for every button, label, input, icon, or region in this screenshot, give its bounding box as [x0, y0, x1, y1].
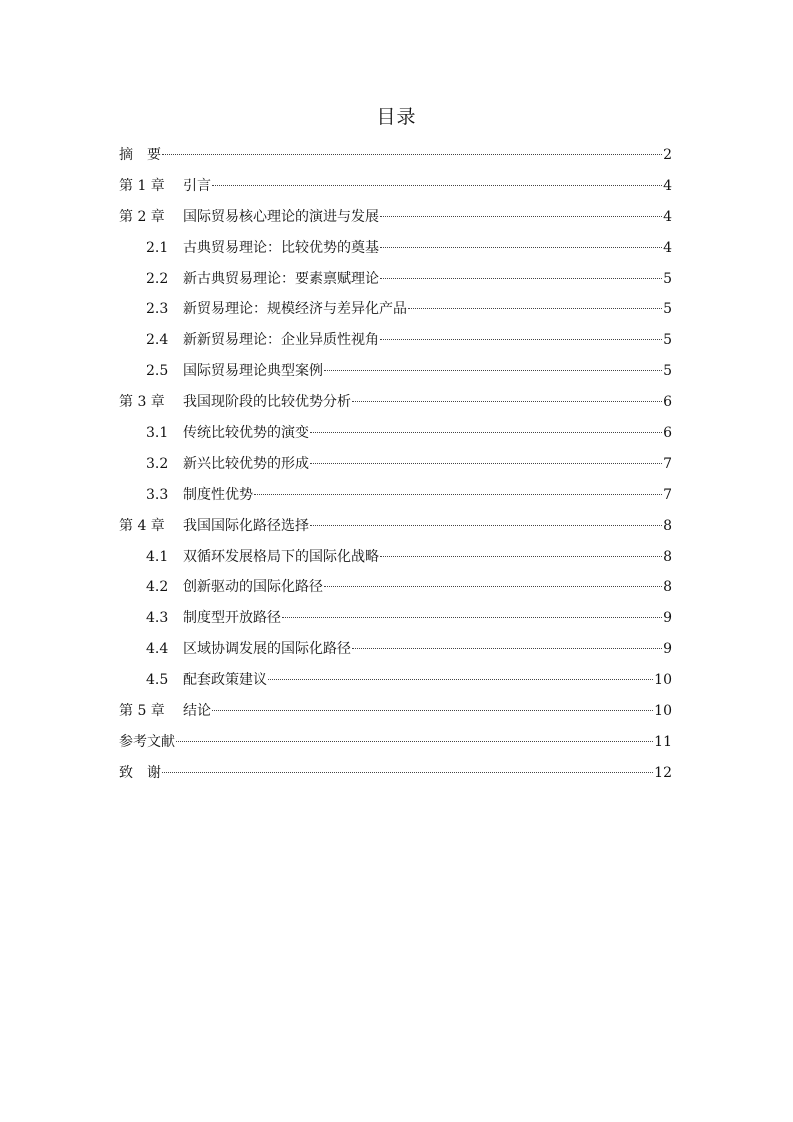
toc-entry-chapter-1[interactable]: [119, 171, 672, 202]
toc-entry-acknowledgements[interactable]: [119, 758, 672, 789]
toc-entry-section-2-3[interactable]: [119, 294, 672, 325]
toc-entry-page: 11: [654, 733, 672, 750]
toc-entry-page: 8: [663, 548, 672, 565]
toc-entry-section-2-5[interactable]: [119, 356, 672, 387]
toc-entry-number: 第 4 章: [119, 517, 165, 534]
dot-leader: [254, 494, 662, 495]
toc-entry-label: 传统比较优势的演变: [183, 425, 309, 442]
toc-entry-number: 3.2: [146, 455, 169, 472]
toc-entry-page: 10: [654, 703, 672, 720]
toc-entry-label: 制度型开放路径: [183, 610, 281, 627]
toc-entry-section-2-2[interactable]: [119, 264, 672, 295]
toc-entry-number: 4.4: [146, 641, 169, 658]
table-of-contents: [119, 140, 672, 789]
toc-entry-label: 参考文献: [119, 733, 175, 750]
toc-entry-label: 我国国际化路径选择: [183, 517, 309, 534]
toc-entry-number: 4.2: [146, 579, 169, 596]
dot-leader: [212, 185, 662, 186]
toc-entry-number: 3.3: [146, 486, 169, 503]
toc-entry-number: 2.4: [146, 332, 169, 349]
toc-entry-section-4-2[interactable]: [119, 572, 672, 603]
dot-leader: [408, 308, 662, 309]
toc-entry-page: 7: [663, 455, 672, 472]
toc-entry-number: 2.2: [146, 270, 169, 287]
dot-leader: [324, 586, 662, 587]
dot-leader: [380, 556, 662, 557]
toc-entry-chapter-3[interactable]: [119, 387, 672, 418]
toc-entry-page: 6: [663, 394, 672, 411]
toc-entry-label: 结论: [183, 703, 211, 720]
toc-entry-page: 9: [663, 641, 672, 658]
toc-entry-number: 2.1: [146, 239, 169, 256]
toc-entry-label: 致 谢: [119, 764, 161, 781]
toc-entry-number: 4.5: [146, 672, 169, 689]
dot-leader: [380, 216, 662, 217]
toc-entry-references[interactable]: [119, 727, 672, 758]
dot-leader: [352, 401, 662, 402]
toc-entry-number: 3.1: [146, 425, 169, 442]
toc-entry-page: 2: [663, 147, 672, 163]
toc-entry-label: 创新驱动的国际化路径: [183, 579, 323, 596]
dot-leader: [310, 525, 662, 526]
dot-leader: [352, 648, 662, 649]
toc-entry-label: 区域协调发展的国际化路径: [183, 641, 351, 658]
toc-entry-section-3-1[interactable]: [119, 418, 672, 449]
toc-entry-section-4-5[interactable]: [119, 665, 672, 696]
dot-leader: [380, 339, 662, 340]
toc-entry-chapter-4[interactable]: [119, 511, 672, 542]
toc-entry-page: 5: [663, 270, 672, 287]
toc-entry-number: 2.3: [146, 301, 169, 318]
toc-entry-label: 新贸易理论：规模经济与差异化产品: [183, 301, 407, 318]
toc-entry-page: 4: [663, 177, 672, 194]
dot-leader: [380, 247, 662, 248]
toc-entry-page: 6: [663, 425, 672, 442]
toc-entry-abstract[interactable]: [119, 140, 672, 171]
toc-entry-label: 制度性优势: [183, 486, 253, 503]
toc-entry-page: 7: [663, 486, 672, 503]
dot-leader: [212, 710, 653, 711]
toc-entry-page: 8: [663, 579, 672, 596]
toc-entry-number: 第 1 章: [119, 177, 165, 194]
toc-title: 目录: [376, 106, 417, 128]
toc-entry-number: 第 2 章: [119, 208, 165, 225]
dot-leader: [268, 679, 653, 680]
toc-entry-page: 5: [663, 332, 672, 349]
dot-leader: [162, 772, 653, 773]
dot-leader: [176, 741, 653, 742]
toc-entry-label: 新兴比较优势的形成: [183, 455, 309, 472]
toc-entry-section-4-1[interactable]: [119, 542, 672, 573]
dot-leader: [282, 617, 662, 618]
toc-entry-label: 双循环发展格局下的国际化战略: [183, 548, 379, 565]
toc-entry-label: 配套政策建议: [183, 672, 267, 689]
toc-entry-label: 新古典贸易理论：要素禀赋理论: [183, 270, 379, 287]
dot-leader: [380, 278, 662, 279]
toc-entry-section-2-4[interactable]: [119, 325, 672, 356]
toc-entry-chapter-5[interactable]: [119, 696, 672, 727]
toc-entry-number: 2.5: [146, 363, 169, 380]
toc-entry-page: 9: [663, 610, 672, 627]
dot-leader: [310, 432, 662, 433]
toc-entry-label: 古典贸易理论：比较优势的奠基: [183, 239, 379, 256]
toc-entry-page: 5: [663, 363, 672, 380]
toc-entry-label: 引言: [183, 177, 211, 194]
toc-entry-page: 4: [663, 239, 672, 256]
toc-entry-page: 10: [654, 672, 672, 689]
toc-entry-label: 摘 要: [119, 147, 161, 163]
toc-entry-page: 5: [663, 301, 672, 318]
toc-entry-section-4-4[interactable]: [119, 634, 672, 665]
toc-entry-section-4-3[interactable]: [119, 603, 672, 634]
toc-entry-section-3-2[interactable]: [119, 449, 672, 480]
dot-leader: [162, 154, 662, 155]
toc-entry-page: 8: [663, 517, 672, 534]
dot-leader: [310, 463, 662, 464]
toc-entry-chapter-2[interactable]: [119, 202, 672, 233]
toc-entry-number: 第 3 章: [119, 394, 165, 411]
toc-entry-number: 第 5 章: [119, 703, 165, 720]
toc-entry-label: 我国现阶段的比较优势分析: [183, 394, 351, 411]
dot-leader: [324, 370, 662, 371]
toc-entry-label: 国际贸易核心理论的演进与发展: [183, 208, 379, 225]
toc-entry-number: 4.3: [146, 610, 169, 627]
toc-entry-page: 12: [654, 764, 672, 781]
toc-entry-section-2-1[interactable]: [119, 233, 672, 264]
toc-entry-number: 4.1: [146, 548, 169, 565]
toc-entry-page: 4: [663, 208, 672, 225]
toc-entry-label: 国际贸易理论典型案例: [183, 363, 323, 380]
toc-entry-section-3-3[interactable]: [119, 480, 672, 511]
toc-entry-label: 新新贸易理论：企业异质性视角: [183, 332, 379, 349]
